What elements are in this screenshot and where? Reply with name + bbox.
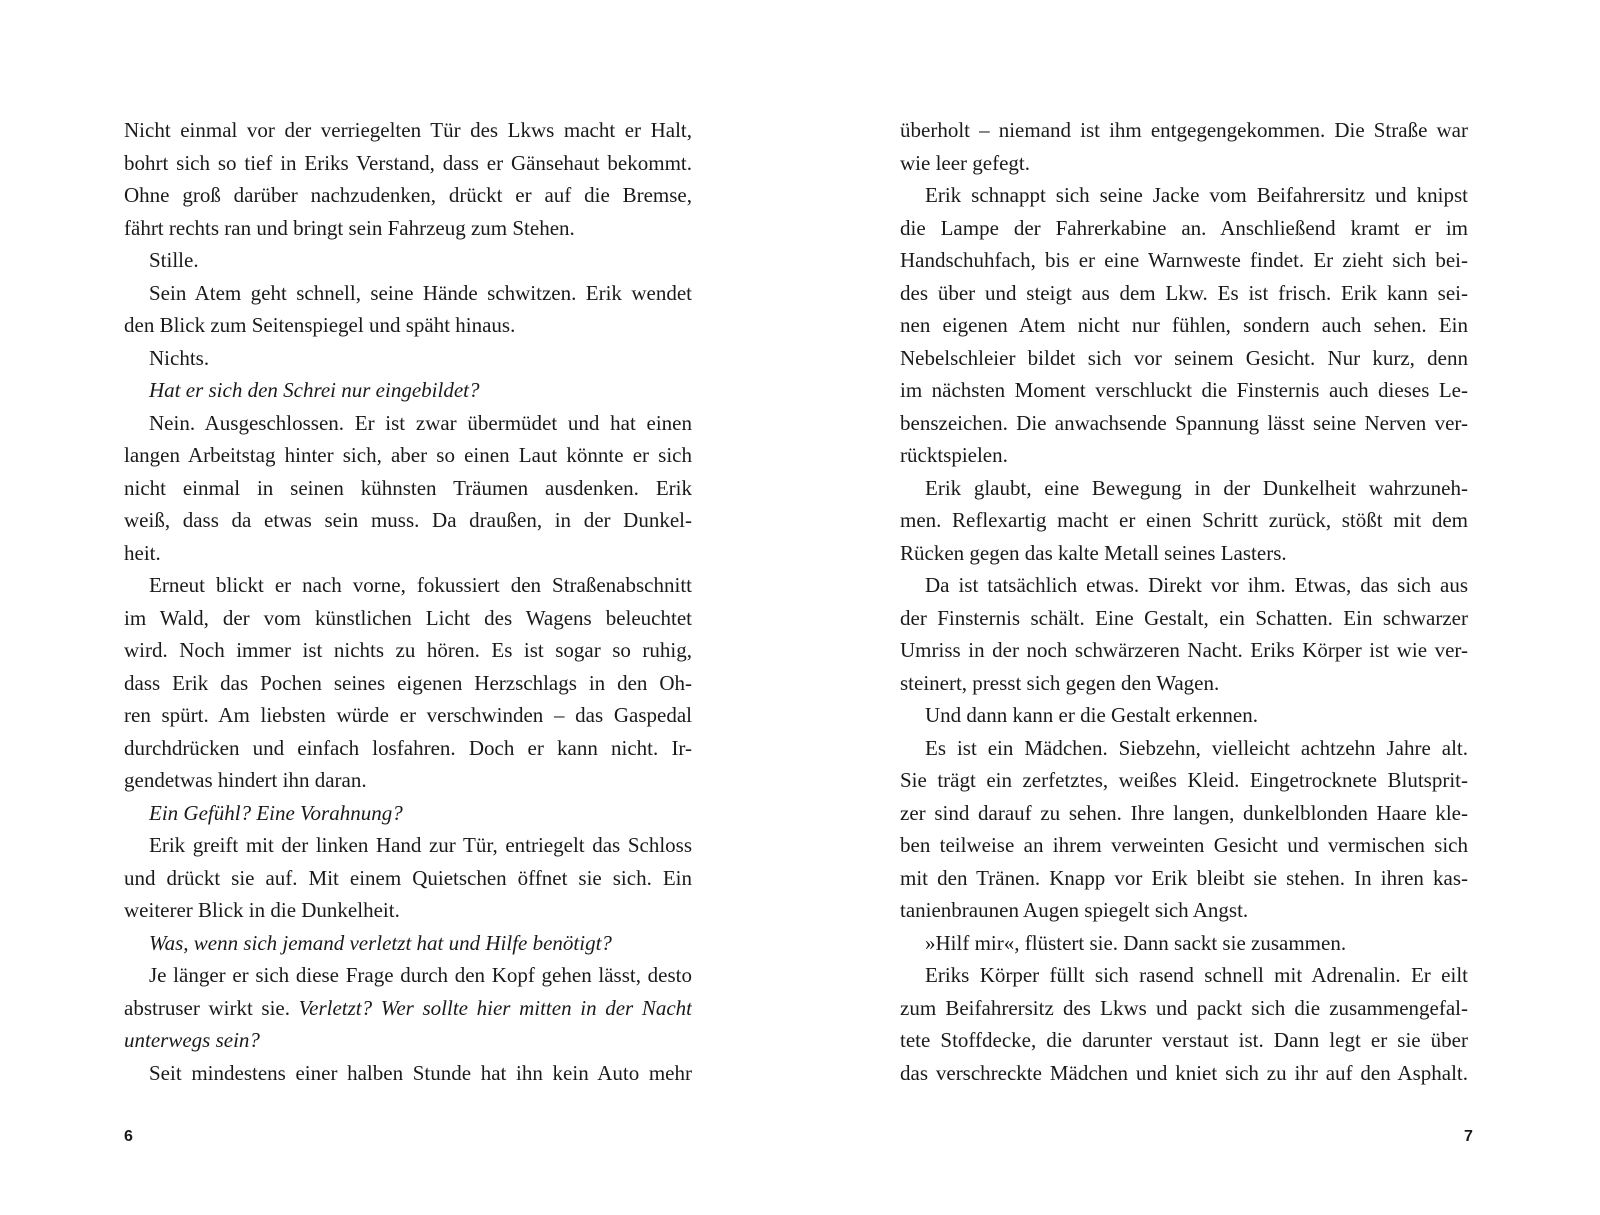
text-line — [900, 829, 1468, 862]
text-line-content: mit den Tränen. Knapp vor Erik bleibt sie stehen. In ihren kas- — [900, 865, 1468, 890]
text-line-content: den Blick zum Seitenspiegel und späht hinaus. — [124, 313, 516, 337]
text-line — [900, 959, 1468, 992]
text-line — [124, 342, 692, 375]
text-line-italic: Verletzt? Wer sollte hier mitten in der Nacht — [298, 995, 692, 1020]
text-line-content: Nichts. — [149, 345, 210, 370]
text-line-content: men. Reflexartig macht er einen Schritt zurück, stößt mit dem — [900, 508, 1468, 532]
text-line-content: die Lampe der Fahrerkabine an. Anschließend kramt er im — [900, 215, 1468, 240]
text-line — [124, 699, 692, 732]
text-line — [124, 244, 692, 277]
text-line-content: steinert, presst sich gegen den Wagen. — [900, 670, 1220, 695]
text-line-content: Handschuhfach, bis er eine Warnweste findet. Er zieht sich bei- — [900, 248, 1468, 272]
text-line — [900, 732, 1468, 765]
text-line-content: tete Stoffdecke, die darunter verstaut ist. Dann legt er sie über — [900, 1028, 1468, 1052]
text-line — [124, 472, 692, 505]
text-line — [124, 212, 692, 245]
text-line — [124, 277, 692, 310]
text-line-content: dass Erik das Pochen seines eigenen Herzschlags in den Oh- — [124, 670, 692, 695]
text-line-content: Erik greift mit der linken Hand zur Tür, entriegelt das Schloss — [149, 833, 692, 857]
text-line-content: Da ist tatsächlich etwas. Direkt vor ihm. Etwas, das sich aus — [925, 573, 1468, 597]
text-line — [900, 342, 1468, 375]
text-line — [124, 439, 692, 472]
text-line — [900, 179, 1468, 212]
text-line-content: wie leer gefegt. — [900, 150, 1031, 175]
text-line-content: fährt rechts ran und bringt sein Fahrzeug zum Stehen. — [124, 215, 575, 240]
text-line-content: und drückt sie auf. Mit einem Quietschen öffnet sie sich. Ein — [124, 865, 692, 890]
text-line-content: überholt – niemand ist ihm entgegengekommen. Die Straße war — [900, 118, 1468, 142]
text-line-content: ren spürt. Am liebsten würde er verschwinden – das Gaspedal — [124, 703, 692, 727]
text-line — [900, 634, 1468, 667]
text-line-content: Erik glaubt, eine Bewegung in der Dunkelheit wahrzuneh- — [925, 475, 1468, 500]
text-line — [900, 537, 1468, 570]
text-line — [900, 797, 1468, 830]
text-line — [900, 1024, 1468, 1057]
text-line — [124, 114, 692, 147]
text-line-content: Hat er sich den Schrei nur eingebildet? — [149, 378, 480, 402]
text-line-content: Was, wenn sich jemand verletzt hat und Hilfe benötigt? — [149, 930, 612, 955]
text-line-content: Ein Gefühl? Eine Vorahnung? — [149, 800, 403, 825]
text-line-content: weiß, dass da etwas sein muss. Da draußen, in der Dunkel- — [124, 508, 692, 532]
text-line — [900, 407, 1468, 440]
text-line-content: bohrt sich so tief in Eriks Verstand, dass er Gänsehaut bekommt. — [124, 150, 692, 175]
text-line-content: nicht einmal in seinen kühnsten Träumen ausdenken. Erik — [124, 475, 692, 500]
text-line — [900, 472, 1468, 505]
text-line — [124, 1057, 692, 1090]
text-line — [900, 764, 1468, 797]
right-page — [900, 114, 1468, 1114]
text-line — [900, 1057, 1468, 1090]
left-page-text — [124, 114, 692, 1089]
left-page — [124, 114, 692, 1114]
text-line — [900, 927, 1468, 960]
text-line — [124, 959, 692, 992]
text-line — [900, 699, 1468, 732]
text-line — [124, 894, 692, 927]
right-page-text — [900, 114, 1468, 1089]
text-line-content: Nebelschleier bildet sich vor seinem Gesicht. Nur kurz, denn — [900, 345, 1468, 370]
text-line — [124, 504, 692, 537]
text-line-content: ben teilweise an ihrem verweinten Gesicht und vermischen sich — [900, 833, 1468, 857]
text-line — [124, 309, 692, 342]
text-line — [900, 374, 1468, 407]
text-line — [124, 829, 692, 862]
text-line-content: Ohne groß darüber nachzudenken, drückt er auf die Bremse, — [124, 183, 692, 207]
text-line — [124, 862, 692, 895]
text-line — [124, 407, 692, 440]
text-line-content: »Hilf mir«, flüstert sie. Dann sackt sie zusammen. — [925, 930, 1347, 955]
text-line — [900, 992, 1468, 1025]
text-line-content: Sie trägt ein zerfetztes, weißes Kleid. Eingetrocknete Blutsprit- — [900, 768, 1468, 792]
text-line — [124, 732, 692, 765]
text-line — [124, 569, 692, 602]
right-page-number: 7 — [1464, 1128, 1473, 1145]
text-line — [900, 667, 1468, 700]
text-line-content: heit. — [124, 540, 161, 565]
text-line-content: das verschreckte Mädchen und kniet sich zu ihr auf den Asphalt. — [900, 1060, 1468, 1085]
text-line-content: tanienbraunen Augen spiegelt sich Angst. — [900, 898, 1249, 922]
text-line — [900, 244, 1468, 277]
text-line-content: Erneut blickt er nach vorne, fokussiert den Straßenabschnitt — [149, 573, 692, 597]
text-line-content: weiterer Blick in die Dunkelheit. — [124, 898, 400, 922]
left-page-number: 6 — [124, 1128, 133, 1145]
text-line — [900, 569, 1468, 602]
text-line — [900, 147, 1468, 180]
text-line — [900, 277, 1468, 310]
text-line — [124, 374, 692, 407]
text-line-content: Nicht einmal vor der verriegelten Tür des Lkws macht er Halt, — [124, 118, 692, 142]
text-line — [900, 309, 1468, 342]
text-line-content: wird. Noch immer ist nichts zu hören. Es ist sogar so ruhig, — [124, 638, 692, 662]
text-line-content: benszeichen. Die anwachsende Spannung lässt seine Nerven ver- — [900, 410, 1468, 435]
text-line — [124, 927, 692, 960]
text-line-content: Je länger er sich diese Frage durch den Kopf gehen lässt, desto — [149, 963, 692, 987]
text-line-content: rücktspielen. — [900, 443, 1008, 467]
text-line — [124, 634, 692, 667]
text-line-content: Erik schnappt sich seine Jacke vom Beifahrersitz und knipst — [925, 183, 1468, 207]
text-line-content: durchdrücken und einfach losfahren. Doch er kann nicht. Ir- — [124, 735, 692, 760]
text-line — [124, 992, 692, 1025]
text-line-content: Es ist ein Mädchen. Siebzehn, vielleicht achtzehn Jahre alt. — [925, 735, 1468, 760]
text-line-content: zum Beifahrersitz des Lkws und packt sich die zusammengefal- — [900, 995, 1468, 1020]
text-line-content: Stille. — [149, 248, 199, 272]
text-line-content: des über und steigt aus dem Lkw. Es ist frisch. Erik kann sei- — [900, 280, 1468, 305]
text-line-content: Sein Atem geht schnell, seine Hände schwitzen. Erik wendet — [149, 280, 692, 305]
text-line-content: Umriss in der noch schwärzeren Nacht. Eriks Körper ist wie ver- — [900, 638, 1468, 662]
text-line — [124, 147, 692, 180]
text-line-content: Nein. Ausgeschlossen. Er ist zwar übermüdet und hat einen — [149, 410, 692, 435]
text-line-content: nen eigenen Atem nicht nur fühlen, sondern auch sehen. Ein — [900, 313, 1468, 337]
text-line-content: im nächsten Moment verschluckt die Finsternis auch dieses Le- — [900, 378, 1468, 402]
text-line-content: langen Arbeitstag hinter sich, aber so einen Laut könnte er sich — [124, 443, 692, 467]
text-line-content: Rücken gegen das kalte Metall seines Lasters. — [900, 540, 1287, 565]
text-line — [124, 602, 692, 635]
text-line-content: im Wald, der vom künstlichen Licht des Wagens beleuchtet — [124, 605, 692, 630]
text-line — [900, 862, 1468, 895]
text-line — [900, 212, 1468, 245]
text-line — [124, 797, 692, 830]
text-line — [124, 764, 692, 797]
text-line-content: zer sind darauf zu sehen. Ihre langen, dunkelblonden Haare kle- — [900, 800, 1468, 825]
text-line-content: Seit mindestens einer halben Stunde hat ihn kein Auto mehr — [149, 1060, 692, 1085]
text-line — [900, 439, 1468, 472]
text-line — [900, 602, 1468, 635]
text-line — [124, 667, 692, 700]
text-line-content: unterwegs sein? — [124, 1028, 260, 1052]
text-line — [900, 504, 1468, 537]
text-line — [124, 179, 692, 212]
text-line — [900, 114, 1468, 147]
text-line-content: Eriks Körper füllt sich rasend schnell mit Adrenalin. Er eilt — [925, 963, 1468, 987]
text-line — [124, 537, 692, 570]
text-line — [124, 1024, 692, 1057]
text-line-content: Und dann kann er die Gestalt erkennen. — [925, 703, 1258, 727]
text-line-content: abstruser wirkt sie. — [124, 995, 290, 1020]
text-line — [900, 894, 1468, 927]
text-line-content: der Finsternis schält. Eine Gestalt, ein Schatten. Ein schwarzer — [900, 605, 1468, 630]
text-line-content: gendetwas hindert ihn daran. — [124, 768, 367, 792]
